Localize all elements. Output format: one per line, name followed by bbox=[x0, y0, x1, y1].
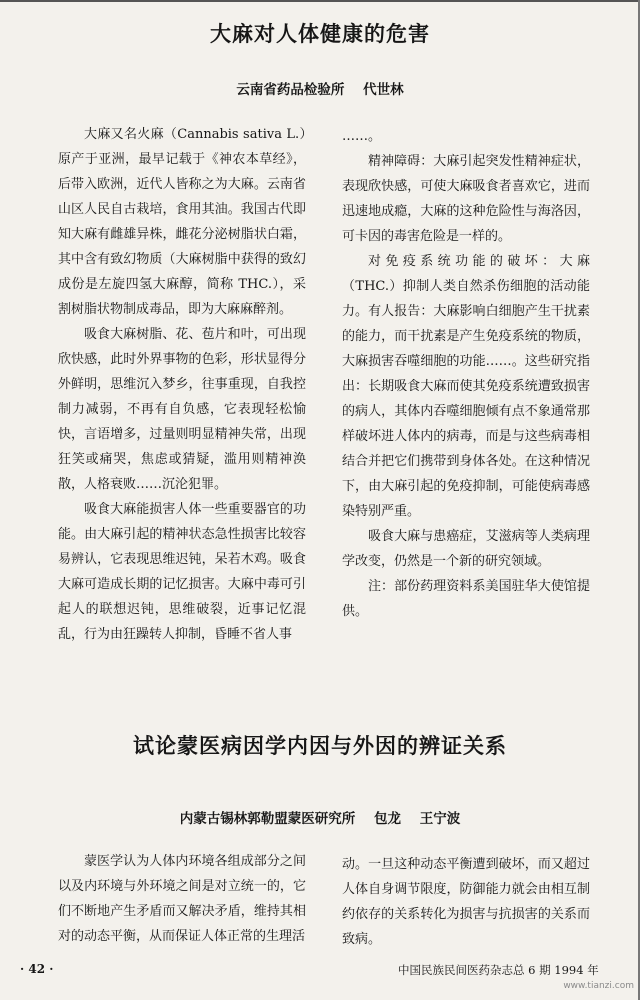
article1-paragraph: 吸食大麻能损害人体一些重要器官的功能。由大麻引起的精神状态急性损害比较容易辨认，它表现思维迟钝，呆若木鸡。吸食大麻可造成长期的记忆损害。大麻中毒可引起人的联想迟钝，思维破裂，近事记忆混乱，行为由狂躁转人抑制，昏睡不省人事 bbox=[58, 502, 306, 642]
article2-left-column bbox=[58, 849, 306, 949]
article1-paragraph: 吸食大麻与患癌症，艾滋病等人类病理学改变，仍然是一个新的研究领域。 bbox=[342, 529, 590, 569]
article1-byline bbox=[0, 78, 640, 98]
article1-paragraph: 对免疫系统功能的破坏：大麻（THC.）抑制人类自然杀伤细胞的活动能力。有人报告：大麻影响白细胞产生干扰素的能力，而干扰素是产生免疫系统的物质，大麻损害吞噬细胞的功能……。这些研究指出：长期吸食大麻而使其免疫系统遭致损害的病人，其体内吞噬细胞倾有点不象通常那样破坏进人体内的病毒，而是与这些病毒相结合并把它们携带到身体各处。在这种情况下，由大麻引起的免疫抑制，可能使病毒感染特别严重。 bbox=[342, 254, 590, 519]
article1-paragraph: 大麻又名火麻（Cannabis sativa L.）原产于亚洲，最早记载于《神农本草经》，后带入欧洲，近代人皆称之为大麻。云南省山区人民自古栽培，食用其油。我国古代即知大麻有雌雄异株，雌花分泌树脂状白霜，其中含有致幻物质（大麻树脂中获得的致幻成份是左旋四氢大麻醇，简称 THC.），采割树脂状物制成毒品，即为大麻麻醉剂。 bbox=[58, 127, 306, 317]
article2-author: 包龙 bbox=[374, 811, 401, 827]
article1-paragraph: 精神障碍：大麻引起突发性精神症状，表现欣快感，可使大麻吸食者喜欢它，进而迅速地成瘾，大麻的这种危险性与海洛因，可卡因的毒害危险是一样的。 bbox=[342, 154, 590, 244]
article1-paragraph: ……。 bbox=[342, 129, 382, 144]
article1-right-column bbox=[342, 124, 590, 624]
article2-paragraph: 蒙医学认为人体内环境各组成部分之间以及内环境与外环境之间是对立统一的，它们不断地产生矛盾而又解决矛盾，维持其相对的动态平衡，从而保证人体正常的生理活 bbox=[58, 854, 306, 944]
article2-byline bbox=[0, 807, 640, 827]
page-number: · 42 · bbox=[20, 962, 54, 976]
journal-footer: 中国民族民间医药杂志总 6 期 1994 年 bbox=[398, 963, 599, 977]
article1-left-column bbox=[58, 122, 306, 647]
article2-institution: 内蒙古锡林郭勒盟蒙医研究所 bbox=[179, 811, 356, 827]
article2-author: 王宁波 bbox=[419, 811, 461, 827]
article2-right-column bbox=[342, 852, 590, 952]
article1-title: 大麻对人体健康的危害 bbox=[210, 22, 430, 46]
page-border-top bbox=[0, 0, 640, 2]
article2-title: 试论蒙医病因学内因与外因的辨证关系 bbox=[133, 734, 507, 758]
article1-note: 注：部份药理资料系美国驻华大使馆提供。 bbox=[342, 579, 590, 619]
article2-paragraph: 动。一旦这种动态平衡遭到破坏，而又超过人体自身调节限度，防御能力就会由相互制约依存的关系转化为损害与抗损害的关系而致病。 bbox=[342, 857, 590, 947]
article1-paragraph: 吸食大麻树脂、花、苞片和叶，可出现欣快感，此时外界事物的色彩，形状显得分外鲜明，思维沉入梦乡，往事重现，自我控制力减弱，不再有自负感，它表现轻松愉快，言语增多，过量则明显精神失常，出现狂笑或痛哭，焦虑或猜疑，滥用则精神涣散，人格衰败……沉沦犯罪。 bbox=[58, 327, 306, 492]
article1-institution: 云南省药品检验所 bbox=[236, 82, 345, 98]
watermark: www.tianzi.com bbox=[563, 981, 634, 991]
article1-author: 代世林 bbox=[363, 82, 404, 98]
